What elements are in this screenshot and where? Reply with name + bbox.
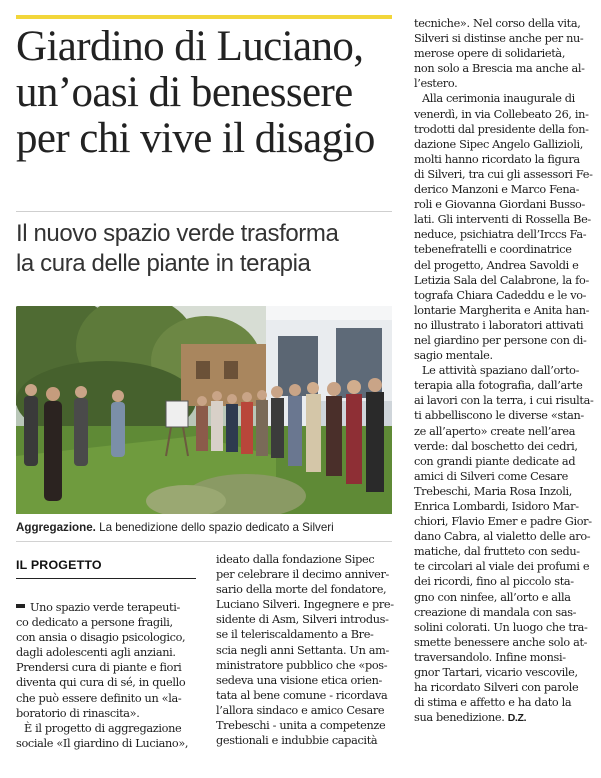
column-line: ti abbelliscono le diverse «stan- xyxy=(414,409,584,423)
column-line: gnor Tartari, vicario vescovile, xyxy=(414,666,578,680)
column-line: tecniche». Nel corso della vita, xyxy=(414,17,581,30)
column-line: Enrica Lombardi, Isidoro Mar- xyxy=(414,500,579,513)
subheadline-line: la cura delle piante in terapia xyxy=(16,250,311,277)
column-line: ze all’aperto» create nell’area xyxy=(414,424,576,438)
column-line: ha ricordato Silveri con parole xyxy=(414,681,579,695)
column-line: traversandolo. Infine monsi- xyxy=(414,650,566,664)
article-subheadline xyxy=(16,219,396,279)
article-column-a xyxy=(16,600,202,751)
column-line: amici di Silveri come Cesare xyxy=(414,469,568,483)
column-line: con grandi piante dedicate ad xyxy=(414,454,576,468)
headline-line: Giardino di Luciano, xyxy=(16,23,364,70)
column-line: sedeva una visione etica orien- xyxy=(216,673,382,687)
section-label: IL PROGETTO xyxy=(16,558,196,579)
article-column-c xyxy=(414,16,598,726)
column-line: diventa qui cura di sé, in quello xyxy=(16,676,186,690)
column-line: dei ricordi, fino al piccolo sta- xyxy=(414,575,574,589)
column-line: neduce, psichiatra dell’Irccs Fa- xyxy=(414,228,587,242)
column-line: Prendersi cura di piante e fiori xyxy=(16,661,182,675)
column-line: merose opere di solidarietà, xyxy=(414,47,566,61)
column-line: se il teleriscaldamento a Bre- xyxy=(216,628,374,642)
article-photo xyxy=(16,306,392,514)
column-line: Uno spazio verde terapeuti- xyxy=(16,600,202,615)
subheadline-line: Il nuovo spazio verde trasforma xyxy=(16,220,339,247)
column-line: chiori, Flavio Emer e padre Gior- xyxy=(414,515,592,529)
column-line: l’estero. xyxy=(414,77,458,91)
column-line: gestionali e indubbie capacità xyxy=(216,734,378,748)
column-line: dano Cabra, al vialetto delle aro- xyxy=(414,530,591,544)
column-line: dazione Sipec Angelo Gallizioli, xyxy=(414,137,584,151)
column-line: lati. Gli interventi di Rossella Be- xyxy=(414,213,591,227)
headline-line: per chi vive il disagio xyxy=(16,115,375,162)
photo-event-garden-icon xyxy=(16,306,392,514)
column-line: tata al bene comune - ricordava xyxy=(216,688,388,702)
column-line: tebenefratelli e coordinatrice xyxy=(414,243,572,257)
column-line: molti hanno ricordato la figura xyxy=(414,152,580,166)
column-line: non solo a Brescia ma anche al- xyxy=(414,62,585,76)
column-line: nel giardino per persone con di- xyxy=(414,333,587,347)
column-line: lontarie Margherita e Anita han- xyxy=(414,303,590,317)
column-line: ministratore pubblico che «pos- xyxy=(216,658,388,672)
column-line: Trebeschi - unita a competenze xyxy=(216,719,386,733)
column-line: di Silveri, tra cui gli assessori Fe- xyxy=(414,167,593,181)
column-line: l’allora sindaco e amico Cesare xyxy=(216,703,385,717)
paragraph-marker-icon xyxy=(16,604,25,608)
column-line: Trebeschi, Maria Rosa Inzoli, xyxy=(414,484,572,498)
column-line: dagli adolescenti agli anziani. xyxy=(16,646,176,660)
column-line: creazione di mandala con sas- xyxy=(414,605,577,619)
column-line: solini colorati. Un luogo che tra- xyxy=(414,620,588,634)
column-line: sario della morte del fondatore, xyxy=(216,583,387,597)
column-line: venerdì, in via Collebeato 26, in- xyxy=(414,107,589,121)
headline-divider xyxy=(16,211,392,212)
author-signature: D.Z. xyxy=(507,712,527,725)
column-line: Luciano Silveri. Ingegnere e pre- xyxy=(216,598,394,612)
column-line: boratorio di rinascita». xyxy=(16,706,140,720)
column-line: sociale «Il giardino di Luciano», xyxy=(16,736,189,750)
column-line: matiche, dal frutteto con sedu- xyxy=(414,545,580,559)
column-line: per celebrare il decimo anniver- xyxy=(216,568,390,582)
headline-accent-bar xyxy=(16,15,392,19)
column-line: no illustrato i laboratori attivati xyxy=(414,318,584,332)
headline-line: un’oasi di benessere xyxy=(16,69,353,116)
column-line: Silveri si distinse anche per nu- xyxy=(414,32,584,46)
article-headline xyxy=(16,24,396,162)
column-line: co dedicato a persone fragili, xyxy=(16,616,173,630)
column-line: Letizia Sala del Calabrone, la fo- xyxy=(414,273,589,287)
column-line: terapia alla fotografia, dall’arte xyxy=(414,379,583,393)
column-line: sua benedizione. D.Z. xyxy=(414,711,527,725)
column-line: di stima e affetto e ha dato la xyxy=(414,696,572,710)
column-line: che può essere definito un «la- xyxy=(16,691,182,705)
column-line: roli e Giovanna Giordani Busso- xyxy=(414,198,585,212)
column-line: tografa Chiara Cadeddu e le vo- xyxy=(414,288,587,302)
column-line: gno con ninfee, all’orto e alla xyxy=(414,590,571,604)
column-line: sagio mentale. xyxy=(414,349,493,363)
photo-caption xyxy=(16,520,396,536)
column-line: derico Manzoni e Marco Fenа- xyxy=(414,183,580,197)
column-line: ideato dalla fondazione Sipec xyxy=(216,553,375,566)
column-line: sidente di Asm, Silveri introdus- xyxy=(216,613,389,627)
caption-divider xyxy=(16,541,392,542)
column-line: verde: dal boschetto dei cedri, xyxy=(414,439,578,453)
column-line: trodotti dal presidente della fon- xyxy=(414,122,589,136)
caption-label: Aggregazione. xyxy=(16,521,96,534)
column-line: Le attività spaziano dall’orto- xyxy=(422,364,580,378)
column-line: con ansia o disagio psicologico, xyxy=(16,631,186,645)
article-column-b xyxy=(216,552,400,748)
column-line: scia negli anni Settanta. Un am- xyxy=(216,643,389,657)
column-line: Alla cerimonia inaugurale di xyxy=(422,92,575,106)
column-line: smette benessere anche solo at- xyxy=(414,635,588,649)
column-line: È il progetto di aggregazione xyxy=(24,721,182,735)
column-line: te circolari al viale dei profumi e xyxy=(414,560,590,574)
column-line: del progetto, Andrea Savoldi e xyxy=(414,258,579,272)
caption-text: La benedizione dello spazio dedicato a Silveri xyxy=(99,521,334,534)
column-line: ai lavori con la terra, i cui risulta- xyxy=(414,394,594,408)
